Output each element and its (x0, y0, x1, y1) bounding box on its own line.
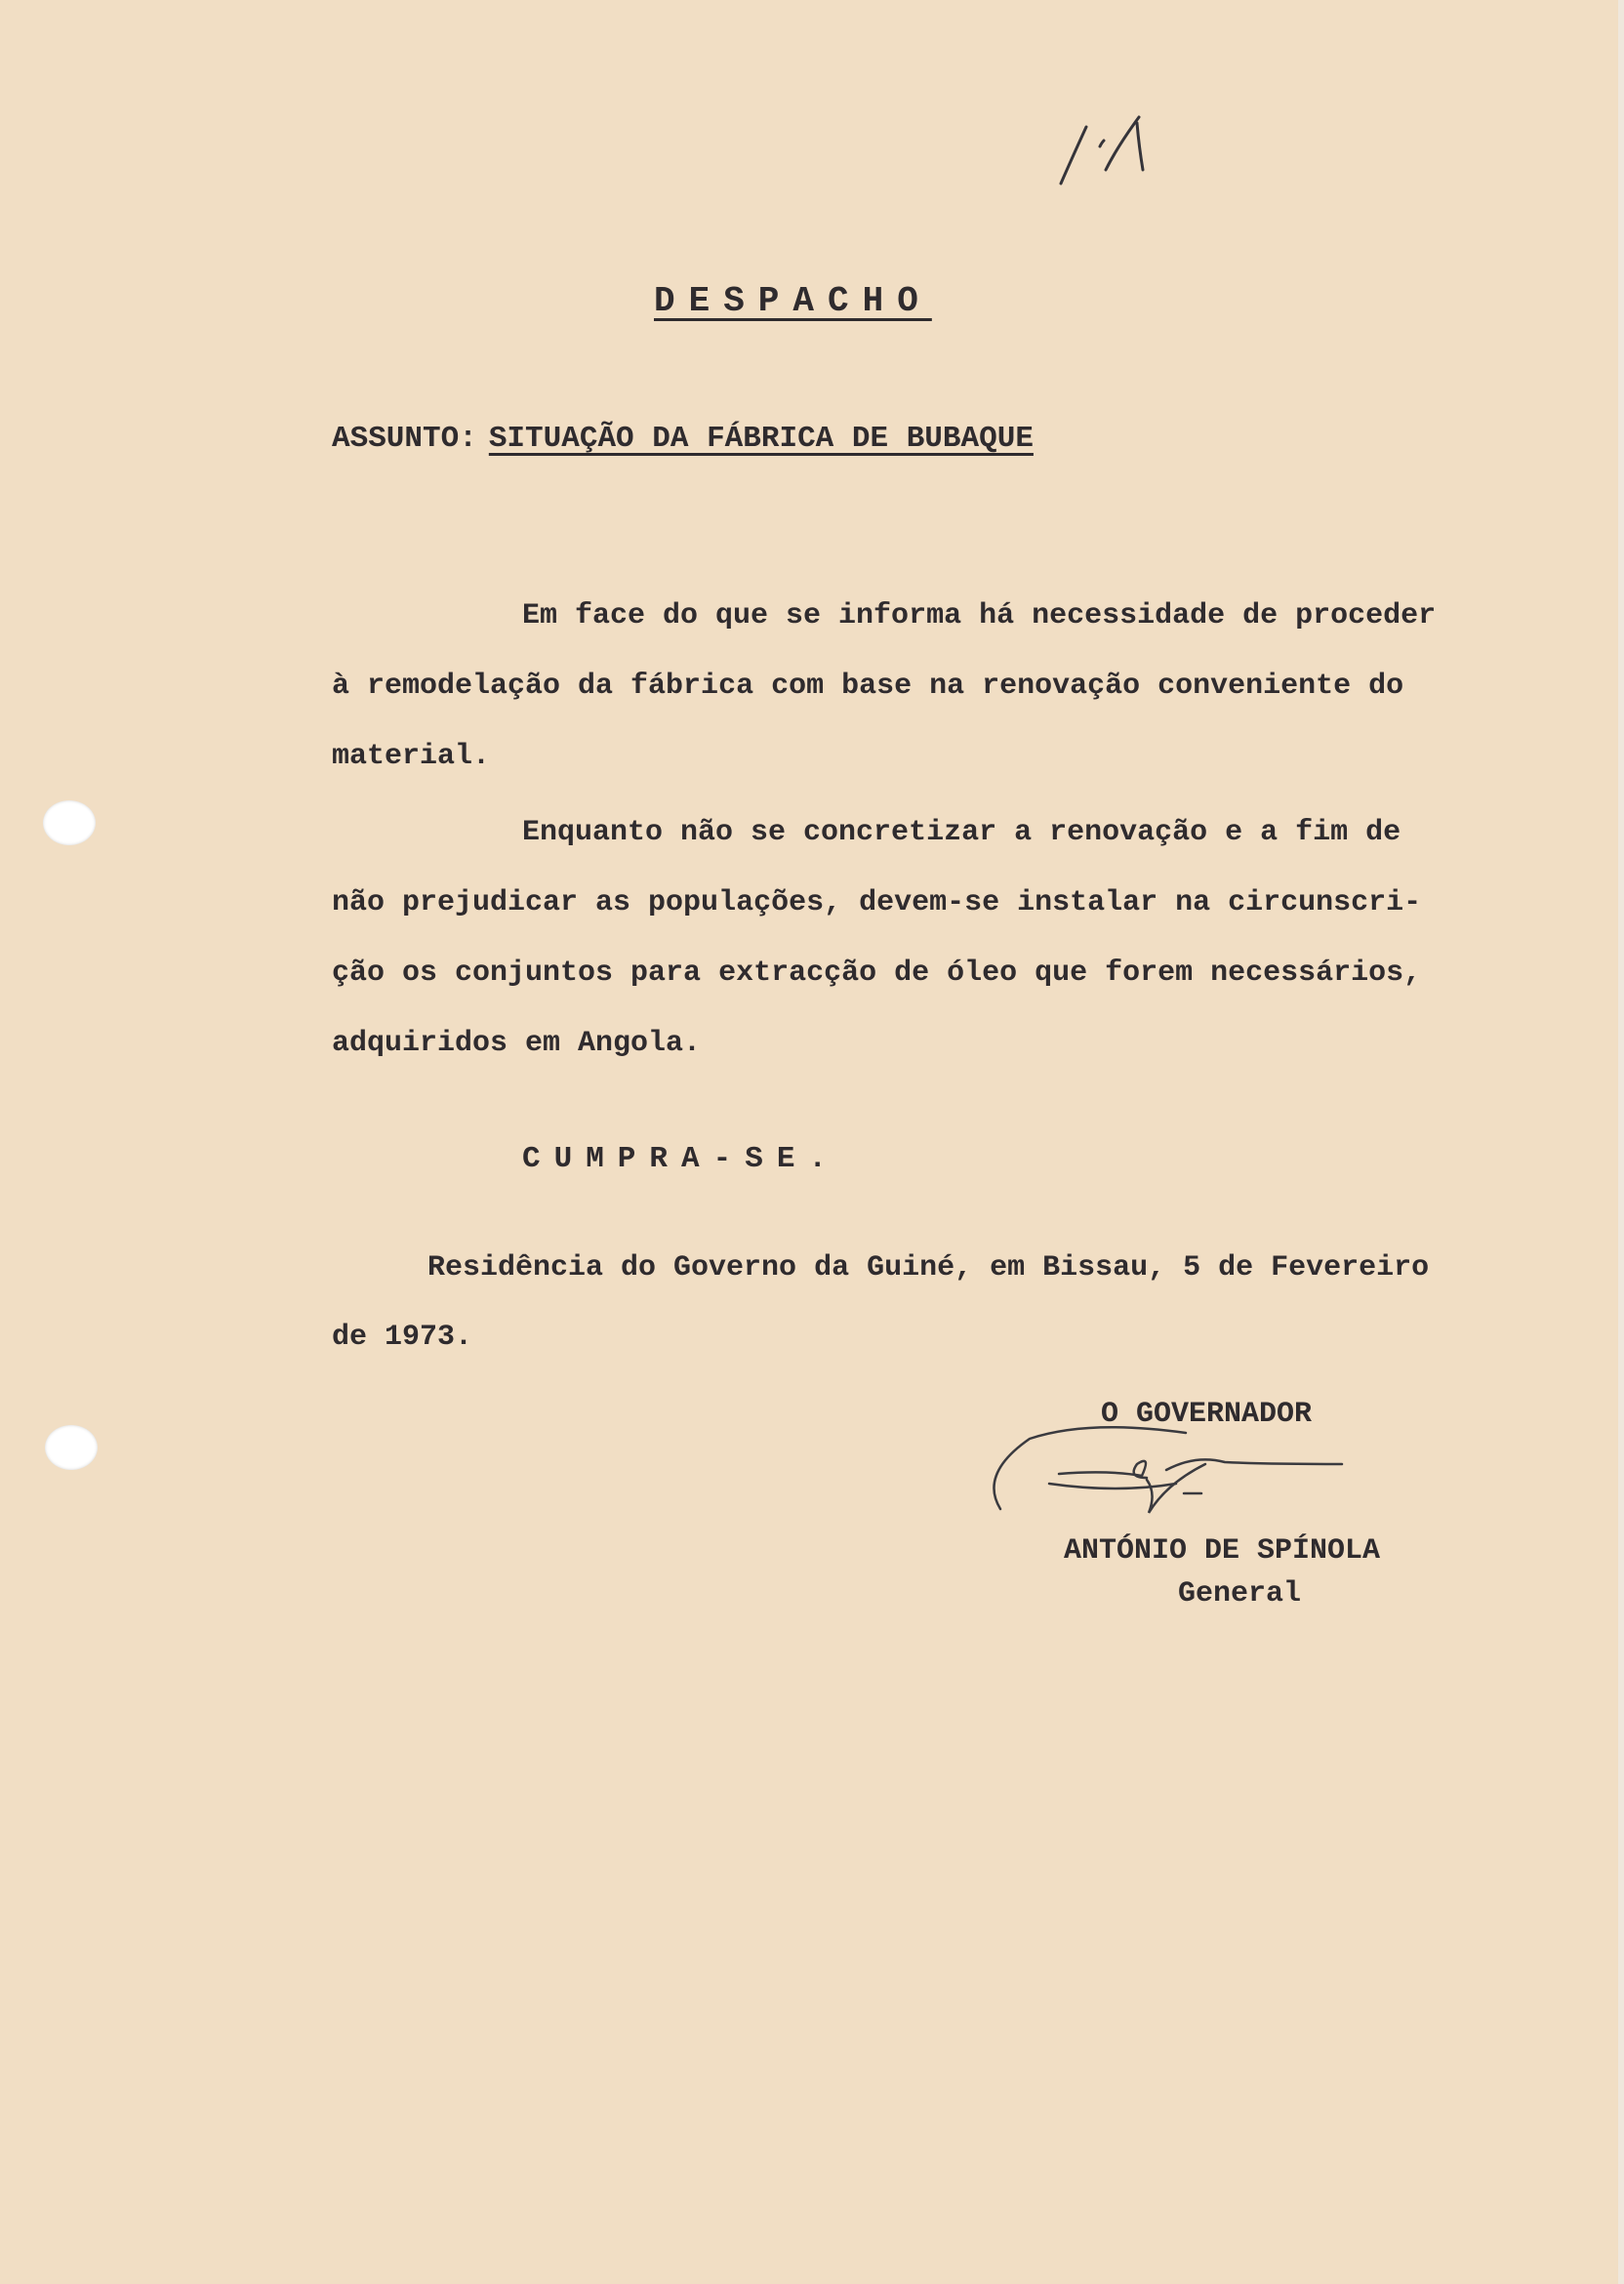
handwritten-signature (971, 1415, 1361, 1528)
body-line: à remodelação da fábrica com base na renovação conveniente do (332, 670, 1404, 703)
document-title: DESPACHO (654, 281, 932, 321)
subject-value: SITUAÇÃO DA FÁBRICA DE BUBAQUE (488, 422, 1034, 456)
body-line: não prejudicar as populações, devem-se instalar na circunscri- (332, 886, 1422, 919)
signatory-role: O GOVERNADOR (1101, 1398, 1313, 1431)
body-line: ção os conjuntos para extracção de óleo que forem necessários, (332, 957, 1422, 990)
subject-line (332, 422, 1034, 456)
body-line: adquiridos em Angola. (332, 1027, 702, 1060)
subject-label: ASSUNTO: (332, 422, 477, 456)
punch-hole (43, 800, 96, 845)
closing-formula: CUMPRA-SE. (522, 1142, 841, 1176)
signatory-rank: General (1178, 1577, 1302, 1611)
handwritten-page-number (1049, 107, 1186, 185)
place-date-line: Residência do Governo da Guiné, em Bissau, 5 de Fevereiro (427, 1251, 1430, 1285)
punch-hole (45, 1425, 98, 1470)
body-line: Em face do que se informa há necessidade de proceder (522, 599, 1437, 632)
place-date-line: de 1973. (332, 1321, 473, 1354)
signatory-name: ANTÓNIO DE SPÍNOLA (1064, 1534, 1381, 1568)
body-line: Enquanto não se concretizar a renovação e a fim de (522, 816, 1401, 849)
body-line: material. (332, 740, 491, 773)
